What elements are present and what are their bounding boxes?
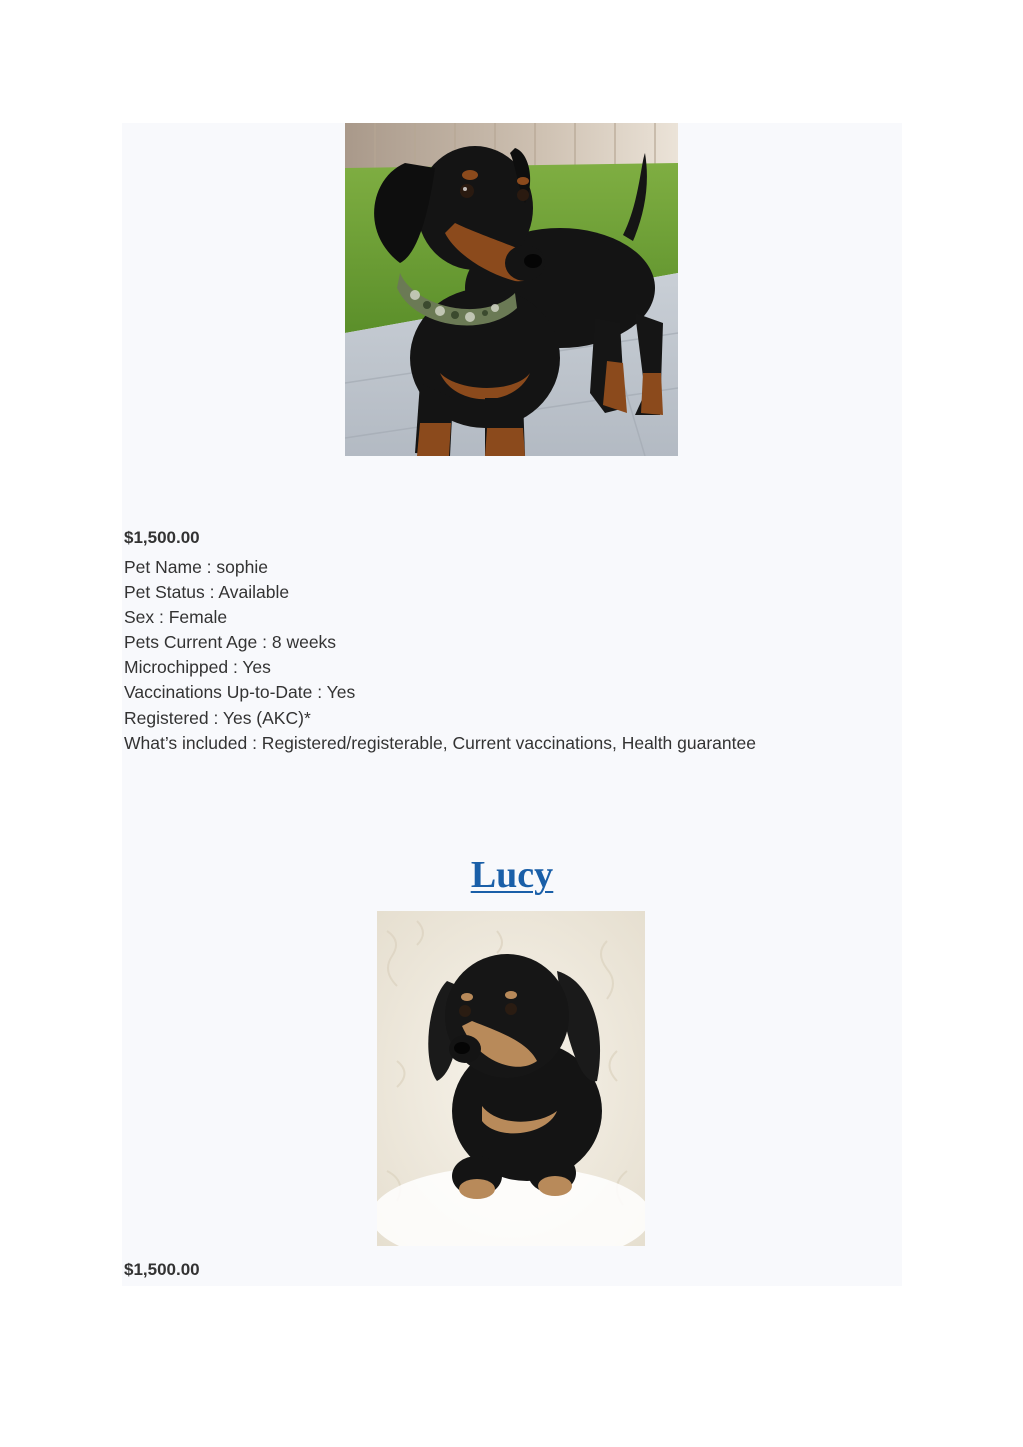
puppy-photo bbox=[377, 911, 645, 1246]
listing-panel bbox=[122, 123, 902, 1286]
dachshund-photo bbox=[345, 123, 678, 456]
microchipped-detail: Microchipped : Yes bbox=[124, 657, 271, 678]
pet-details-list bbox=[124, 555, 756, 756]
listing-price: $1,500.00 bbox=[124, 1260, 200, 1279]
pet-title-link[interactable]: Lucy bbox=[470, 854, 554, 896]
registered-detail: Registered : Yes (AKC)* bbox=[124, 707, 311, 728]
dachshund-illustration bbox=[345, 123, 678, 456]
whats-included-detail: What’s included : Registered/registerable, Current vaccinations, Health guarantee bbox=[124, 732, 756, 753]
pet-name-detail: Pet Name : sophie bbox=[124, 557, 268, 577]
pet-sex-detail: Sex : Female bbox=[124, 607, 228, 628]
listing-price: $1,500.00 bbox=[124, 528, 200, 547]
pet-title bbox=[122, 853, 902, 899]
pet-status-detail: Pet Status : Available bbox=[124, 582, 290, 603]
puppy-illustration bbox=[377, 911, 645, 1246]
vaccinations-detail: Vaccinations Up-to-Date : Yes bbox=[124, 682, 356, 703]
pet-age-detail: Pets Current Age : 8 weeks bbox=[124, 632, 337, 653]
